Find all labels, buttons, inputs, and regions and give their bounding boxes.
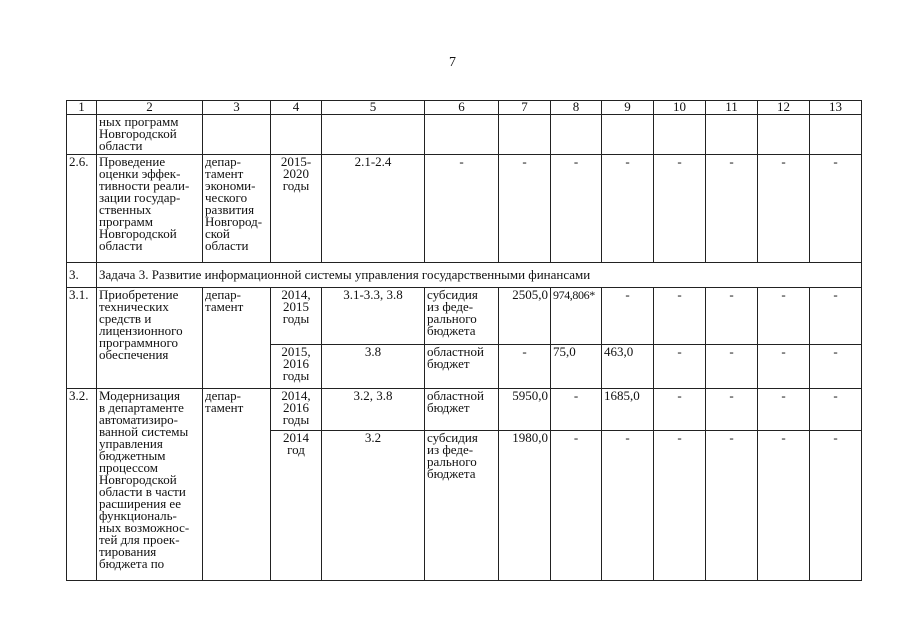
source-cell: субсидия из феде- рального бюджета (425, 288, 499, 345)
table-cell (654, 115, 706, 155)
value-cell: - (706, 155, 758, 263)
value-cell: - (551, 155, 602, 263)
column-header: 13 (810, 101, 862, 115)
table-cell (322, 115, 425, 155)
task-3-row (67, 263, 862, 288)
task-name-cell: Модернизация в департаменте автоматизиро- ванной системы управления бюджетным процессом Новгородской области в части расширения ее функциональ- ных возможнос- тей для проек- тирования бюджета по (97, 389, 203, 581)
source-cell: субсидия из феде- рального бюджета (425, 431, 499, 581)
table-cell (602, 115, 654, 155)
source-cell: - (425, 155, 499, 263)
value-cell: - (758, 431, 810, 581)
value-cell: - (706, 431, 758, 581)
years-cell: 2015, 2016 годы (271, 345, 322, 389)
table-cell (551, 115, 602, 155)
targets-cell: 3.2, 3.8 (322, 389, 425, 431)
value-cell: - (499, 155, 551, 263)
column-header: 2 (97, 101, 203, 115)
value-cell: - (758, 155, 810, 263)
header-row (67, 101, 862, 115)
table-cell (67, 115, 97, 155)
value-cell: - (602, 288, 654, 345)
column-header: 7 (499, 101, 551, 115)
value-cell: 974,806* (551, 288, 602, 345)
task-name-cell: Проведение оценки эффек- тивности реали- зации государ- ственных программ Новгородской области (97, 155, 203, 263)
page-number: 7 (449, 55, 456, 70)
value-cell: - (551, 431, 602, 581)
column-header: 3 (203, 101, 271, 115)
value-cell: - (499, 345, 551, 389)
years-cell: 2015- 2020 годы (271, 155, 322, 263)
value-cell: - (758, 345, 810, 389)
column-header: 10 (654, 101, 706, 115)
row-number: 3.1. (67, 288, 97, 389)
targets-cell: 3.1-3.3, 3.8 (322, 288, 425, 345)
column-header: 11 (706, 101, 758, 115)
years-cell: 2014, 2016 годы (271, 389, 322, 431)
value-cell: - (810, 345, 862, 389)
value-cell: 1980,0 (499, 431, 551, 581)
table-cell (425, 115, 499, 155)
value-cell: - (810, 288, 862, 345)
value-cell: - (654, 389, 706, 431)
task-name-cell: ных программ Новгородской области (97, 115, 203, 155)
table-cell (810, 115, 862, 155)
table-row-3-1 (67, 288, 862, 345)
table-cell (758, 115, 810, 155)
value-cell: 2505,0 (499, 288, 551, 345)
column-header: 8 (551, 101, 602, 115)
column-header: 9 (602, 101, 654, 115)
source-cell: областной бюджет (425, 345, 499, 389)
executor-cell: депар- тамент (203, 288, 271, 389)
value-cell: - (810, 155, 862, 263)
value-cell: 463,0 (602, 345, 654, 389)
value-cell: - (758, 389, 810, 431)
column-header: 1 (67, 101, 97, 115)
table-row-2-6 (67, 155, 862, 263)
value-cell: - (706, 345, 758, 389)
executor-cell: депар- тамент экономи- ческого развития Новгород- ской области (203, 155, 271, 263)
value-cell: - (654, 155, 706, 263)
value-cell: 75,0 (551, 345, 602, 389)
table-row-3-2 (67, 389, 862, 431)
value-cell: - (602, 155, 654, 263)
value-cell: - (758, 288, 810, 345)
value-cell: - (602, 431, 654, 581)
table-cell (499, 115, 551, 155)
source-cell: областной бюджет (425, 389, 499, 431)
program-table (66, 100, 862, 581)
targets-cell: 2.1-2.4 (322, 155, 425, 263)
table-cell (706, 115, 758, 155)
value-cell: - (810, 431, 862, 581)
value-cell: 1685,0 (602, 389, 654, 431)
value-cell: - (810, 389, 862, 431)
value-cell: - (654, 288, 706, 345)
column-header: 5 (322, 101, 425, 115)
continuation-row (67, 115, 862, 155)
value-cell: - (706, 288, 758, 345)
column-header: 12 (758, 101, 810, 115)
targets-cell: 3.2 (322, 431, 425, 581)
table-cell (203, 115, 271, 155)
value-cell: - (551, 389, 602, 431)
column-header: 6 (425, 101, 499, 115)
years-cell: 2014, 2015 годы (271, 288, 322, 345)
value-cell: - (654, 345, 706, 389)
task-3-title: Задача 3. Развитие информационной системы управления государственными финансами (97, 263, 862, 288)
row-number: 3.2. (67, 389, 97, 581)
executor-cell: депар- тамент (203, 389, 271, 581)
row-number: 2.6. (67, 155, 97, 263)
task-name-cell: Приобретение технических средств и лицензионного программного обеспечения (97, 288, 203, 389)
column-header: 4 (271, 101, 322, 115)
value-cell: - (706, 389, 758, 431)
value-cell: 5950,0 (499, 389, 551, 431)
row-number: 3. (67, 263, 97, 288)
table-cell (271, 115, 322, 155)
years-cell: 2014 год (271, 431, 322, 581)
value-cell: - (654, 431, 706, 581)
targets-cell: 3.8 (322, 345, 425, 389)
